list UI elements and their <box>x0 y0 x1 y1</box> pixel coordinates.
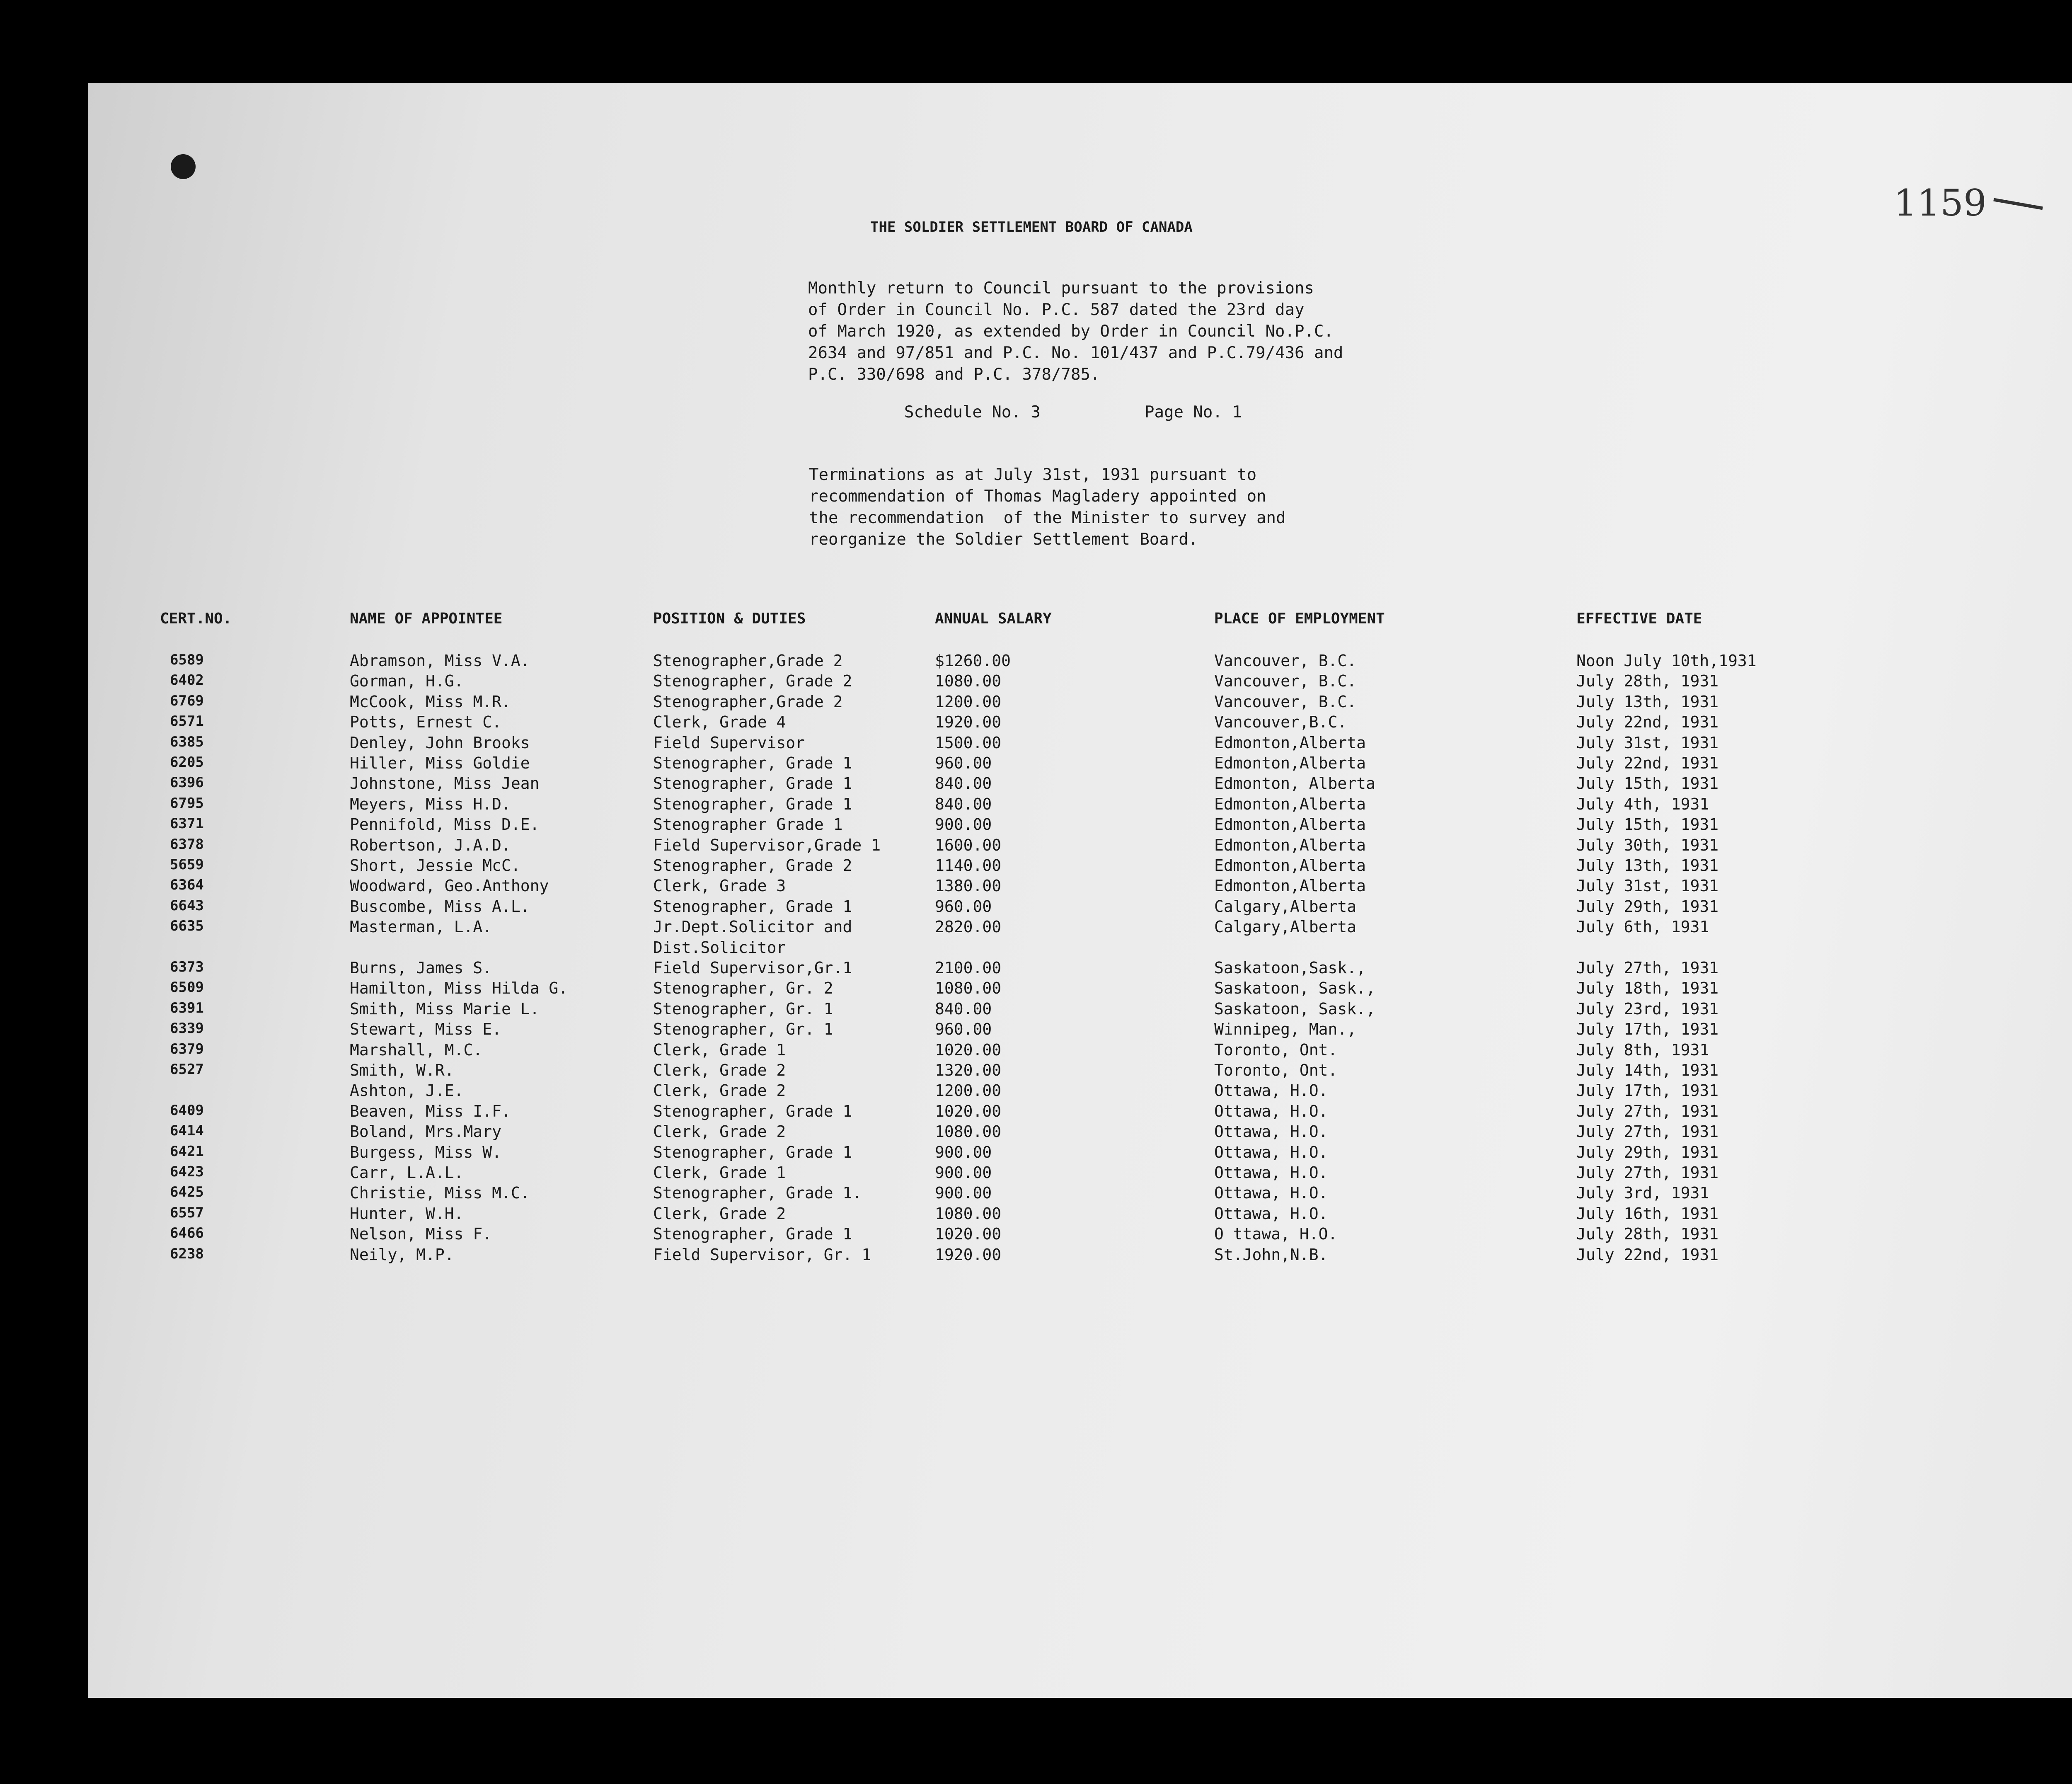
cell-cert: 6396 <box>170 774 204 791</box>
cell-place: St.John,N.B. <box>1214 1245 1328 1264</box>
cell-cert: 6238 <box>170 1245 204 1262</box>
cell-salary: 1020.00 <box>935 1225 1002 1243</box>
cell-date: July 13th, 1931 <box>1576 692 1719 711</box>
cell-date: July 31st, 1931 <box>1576 733 1719 752</box>
header-place: PLACE OF EMPLOYMENT <box>1214 610 1385 627</box>
cell-date: July 23rd, 1931 <box>1576 999 1719 1018</box>
cell-salary: 960.00 <box>935 1020 992 1039</box>
cell-date: July 30th, 1931 <box>1576 836 1719 854</box>
cell-name: Buscombe, Miss A.L. <box>350 897 530 916</box>
cell-cert: 6466 <box>170 1225 204 1242</box>
cell-name: Stewart, Miss E. <box>350 1020 502 1039</box>
cell-position: Stenographer, Gr. 2 <box>653 979 833 998</box>
cell-place: Calgary,Alberta <box>1214 897 1357 916</box>
cell-cert: 6402 <box>170 672 204 689</box>
cell-name: Christie, Miss M.C. <box>350 1184 530 1202</box>
cell-salary: 1500.00 <box>935 733 1002 752</box>
termination-line: reorganize the Soldier Settlement Board. <box>809 530 1198 549</box>
cell-name: Robertson, J.A.D. <box>350 836 511 854</box>
cell-name: McCook, Miss M.R. <box>350 692 511 711</box>
cell-salary: 1080.00 <box>935 1122 1002 1141</box>
cell-place: Edmonton,Alberta <box>1214 815 1366 834</box>
intro-line: 2634 and 97/851 and P.C. No. 101/437 and P.C.79/436 and <box>808 344 1343 362</box>
cell-position: Stenographer, Grade 2 <box>653 672 852 691</box>
cell-date: July 29th, 1931 <box>1576 1143 1719 1161</box>
cell-cert: 6414 <box>170 1122 204 1139</box>
cell-salary: 1020.00 <box>935 1040 1002 1059</box>
cell-cert: 6385 <box>170 733 204 750</box>
cell-salary: 840.00 <box>935 999 992 1018</box>
cell-name: Gorman, H.G. <box>350 672 464 691</box>
cell-cert: 6364 <box>170 877 204 894</box>
cell-place: Edmonton, Alberta <box>1214 774 1375 793</box>
cell-salary: 900.00 <box>935 815 992 834</box>
cell-salary: 1920.00 <box>935 713 1002 732</box>
cell-position: Field Supervisor <box>653 733 805 752</box>
cell-date: July 27th, 1931 <box>1576 1163 1719 1182</box>
header-position: POSITION & DUTIES <box>653 610 806 627</box>
cell-place: Toronto, Ont. <box>1214 1040 1338 1059</box>
cell-position: Clerk, Grade 2 <box>653 1204 786 1223</box>
cell-date: July 17th, 1931 <box>1576 1020 1719 1039</box>
cell-date: July 27th, 1931 <box>1576 1102 1719 1120</box>
cell-name: Abramson, Miss V.A. <box>350 652 530 670</box>
cell-date: July 15th, 1931 <box>1576 815 1719 834</box>
cell-cert: 6339 <box>170 1020 204 1037</box>
header-name: NAME OF APPOINTEE <box>350 610 503 627</box>
cell-place: Vancouver, B.C. <box>1214 692 1357 711</box>
cell-place: Saskatoon, Sask., <box>1214 979 1375 998</box>
page-number: Page No. 1 <box>1145 403 1242 422</box>
cell-cert: 6373 <box>170 959 204 975</box>
cell-name: Burgess, Miss W. <box>350 1143 502 1161</box>
cell-cert: 6527 <box>170 1061 204 1078</box>
cell-position: Field Supervisor,Gr.1 <box>653 959 852 977</box>
cell-position: Dist.Solicitor <box>653 938 786 957</box>
intro-line: Monthly return to Council pursuant to the provisions <box>808 279 1314 298</box>
cell-place: Ottawa, H.O. <box>1214 1122 1328 1141</box>
punch-hole-mark <box>171 154 196 179</box>
cell-name: Woodward, Geo.Anthony <box>350 877 549 895</box>
cell-cert: 6635 <box>170 918 204 935</box>
cell-salary: 900.00 <box>935 1163 992 1182</box>
cell-place: Vancouver,B.C. <box>1214 713 1347 732</box>
cell-name: Hiller, Miss Goldie <box>350 754 530 772</box>
intro-line: of Order in Council No. P.C. 587 dated the 23rd day <box>808 301 1305 319</box>
cell-salary: 1080.00 <box>935 1204 1002 1223</box>
cell-place: Saskatoon,Sask., <box>1214 959 1366 977</box>
cell-salary: 1020.00 <box>935 1102 1002 1120</box>
cell-place: Winnipeg, Man., <box>1214 1020 1357 1039</box>
folio-number: 1159 <box>1894 182 1987 224</box>
cell-position: Stenographer,Grade 2 <box>653 652 843 670</box>
cell-date: Noon July 10th,1931 <box>1576 652 1757 670</box>
cell-cert: 6509 <box>170 979 204 996</box>
cell-date: July 31st, 1931 <box>1576 877 1719 895</box>
cell-place: Toronto, Ont. <box>1214 1061 1338 1079</box>
cell-cert: 6371 <box>170 815 204 832</box>
cell-place: Edmonton,Alberta <box>1214 856 1366 875</box>
cell-date: July 14th, 1931 <box>1576 1061 1719 1079</box>
cell-salary: 1920.00 <box>935 1245 1002 1264</box>
cell-date: July 27th, 1931 <box>1576 1122 1719 1141</box>
cell-name: Smith, W.R. <box>350 1061 454 1079</box>
cell-date: July 22nd, 1931 <box>1576 713 1719 732</box>
cell-salary: 1080.00 <box>935 672 1002 691</box>
cell-salary: 1080.00 <box>935 979 1002 998</box>
cell-name: Nelson, Miss F. <box>350 1225 492 1243</box>
cell-position: Stenographer, Grade 1 <box>653 1102 852 1120</box>
cell-place: Saskatoon, Sask., <box>1214 999 1375 1018</box>
cell-place: Calgary,Alberta <box>1214 918 1357 936</box>
cell-cert: 6589 <box>170 652 204 668</box>
cell-cert: 6643 <box>170 897 204 914</box>
cell-name: Hamilton, Miss Hilda G. <box>350 979 568 998</box>
cell-position: Clerk, Grade 1 <box>653 1163 786 1182</box>
cell-place: Vancouver, B.C. <box>1214 672 1357 691</box>
cell-date: July 6th, 1931 <box>1576 918 1709 936</box>
cell-position: Stenographer, Grade 2 <box>653 856 852 875</box>
cell-salary: 960.00 <box>935 754 992 772</box>
cell-salary: 1380.00 <box>935 877 1002 895</box>
cell-date: July 18th, 1931 <box>1576 979 1719 998</box>
cell-name: Neily, M.P. <box>350 1245 454 1264</box>
cell-position: Stenographer, Grade 1 <box>653 1225 852 1243</box>
header-salary: ANNUAL SALARY <box>935 610 1052 627</box>
cell-place: Edmonton,Alberta <box>1214 877 1366 895</box>
cell-position: Stenographer,Grade 2 <box>653 692 843 711</box>
termination-line: Terminations as at July 31st, 1931 pursuant to <box>809 465 1257 484</box>
termination-paragraph <box>809 464 1286 550</box>
cell-name: Hunter, W.H. <box>350 1204 464 1223</box>
cell-position: Clerk, Grade 2 <box>653 1061 786 1079</box>
cell-position: Clerk, Grade 4 <box>653 713 786 732</box>
cell-salary: 960.00 <box>935 897 992 916</box>
cell-date: July 3rd, 1931 <box>1576 1184 1709 1202</box>
cell-salary: 1320.00 <box>935 1061 1002 1079</box>
cell-salary: 840.00 <box>935 774 992 793</box>
cell-salary: 1200.00 <box>935 692 1002 711</box>
cell-name: Short, Jessie McC. <box>350 856 520 875</box>
cell-position: Stenographer, Grade 1 <box>653 1143 852 1161</box>
cell-position: Jr.Dept.Solicitor and <box>653 918 852 936</box>
cell-salary: 840.00 <box>935 795 992 813</box>
cell-salary: $1260.00 <box>935 652 1011 670</box>
cell-position: Stenographer, Grade 1 <box>653 774 852 793</box>
termination-line: recommendation of Thomas Magladery appointed on <box>809 487 1266 506</box>
cell-name: Ashton, J.E. <box>350 1081 464 1100</box>
cell-position: Stenographer, Grade 1 <box>653 754 852 772</box>
cell-place: Ottawa, H.O. <box>1214 1081 1328 1100</box>
cell-salary: 900.00 <box>935 1143 992 1161</box>
cell-name: Burns, James S. <box>350 959 492 977</box>
cell-place: Ottawa, H.O. <box>1214 1204 1328 1223</box>
termination-line: the recommendation of the Minister to survey and <box>809 509 1286 527</box>
intro-paragraph <box>808 278 1343 385</box>
cell-name: Smith, Miss Marie L. <box>350 999 540 1018</box>
cell-cert: 6425 <box>170 1184 204 1201</box>
cell-cert: 6795 <box>170 795 204 812</box>
cell-cert: 6423 <box>170 1163 204 1180</box>
cell-date: July 4th, 1931 <box>1576 795 1709 813</box>
cell-name: Carr, L.A.L. <box>350 1163 464 1182</box>
intro-line: of March 1920, as extended by Order in Council No.P.C. <box>808 322 1334 341</box>
cell-place: Vancouver, B.C. <box>1214 652 1357 670</box>
cell-cert: 6379 <box>170 1040 204 1057</box>
cell-place: Edmonton,Alberta <box>1214 795 1366 813</box>
cell-date: July 8th, 1931 <box>1576 1040 1709 1059</box>
cell-position: Stenographer, Gr. 1 <box>653 1020 833 1039</box>
cell-position: Clerk, Grade 2 <box>653 1081 786 1100</box>
organization-title: THE SOLDIER SETTLEMENT BOARD OF CANADA <box>870 219 1193 235</box>
cell-salary: 2100.00 <box>935 959 1002 977</box>
cell-cert: 6421 <box>170 1143 204 1160</box>
schedule-number: Schedule No. 3 <box>904 403 1041 422</box>
cell-cert: 6205 <box>170 754 204 771</box>
cell-salary: 1200.00 <box>935 1081 1002 1100</box>
cell-cert: 6409 <box>170 1102 204 1119</box>
cell-salary: 900.00 <box>935 1184 992 1202</box>
header-cert-no: CERT.NO. <box>160 610 232 627</box>
cell-position: Stenographer, Grade 1. <box>653 1184 862 1202</box>
cell-salary: 1140.00 <box>935 856 1002 875</box>
intro-line: P.C. 330/698 and P.C. 378/785. <box>808 365 1100 384</box>
cell-position: Clerk, Grade 1 <box>653 1040 786 1059</box>
cell-cert: 6378 <box>170 836 204 853</box>
cell-salary: 1600.00 <box>935 836 1002 854</box>
cell-name: Masterman, L.A. <box>350 918 492 936</box>
cell-salary: 2820.00 <box>935 918 1002 936</box>
cell-cert: 5659 <box>170 856 204 873</box>
cell-position: Stenographer, Grade 1 <box>653 897 852 916</box>
cell-date: July 13th, 1931 <box>1576 856 1719 875</box>
cell-place: Ottawa, H.O. <box>1214 1102 1328 1120</box>
cell-place: Ottawa, H.O. <box>1214 1184 1328 1202</box>
cell-date: July 29th, 1931 <box>1576 897 1719 916</box>
cell-name: Boland, Mrs.Mary <box>350 1122 502 1141</box>
cell-place: Edmonton,Alberta <box>1214 836 1366 854</box>
cell-name: Potts, Ernest C. <box>350 713 502 732</box>
cell-position: Stenographer, Grade 1 <box>653 795 852 813</box>
cell-cert: 6769 <box>170 692 204 709</box>
cell-name: Marshall, M.C. <box>350 1040 483 1059</box>
cell-cert: 6557 <box>170 1204 204 1221</box>
cell-name: Johnstone, Miss Jean <box>350 774 540 793</box>
cell-date: July 28th, 1931 <box>1576 1225 1719 1243</box>
cell-place: Ottawa, H.O. <box>1214 1163 1328 1182</box>
cell-position: Stenographer Grade 1 <box>653 815 843 834</box>
cell-date: July 16th, 1931 <box>1576 1204 1719 1223</box>
cell-date: July 22nd, 1931 <box>1576 1245 1719 1264</box>
cell-position: Clerk, Grade 2 <box>653 1122 786 1141</box>
cell-date: July 22nd, 1931 <box>1576 754 1719 772</box>
cell-place: Edmonton,Alberta <box>1214 754 1366 772</box>
cell-position: Clerk, Grade 3 <box>653 877 786 895</box>
cell-date: July 27th, 1931 <box>1576 959 1719 977</box>
cell-place: Edmonton,Alberta <box>1214 733 1366 752</box>
cell-cert: 6391 <box>170 999 204 1016</box>
cell-date: July 17th, 1931 <box>1576 1081 1719 1100</box>
cell-cert: 6571 <box>170 713 204 730</box>
cell-position: Field Supervisor, Gr. 1 <box>653 1245 871 1264</box>
cell-name: Pennifold, Miss D.E. <box>350 815 540 834</box>
cell-position: Stenographer, Gr. 1 <box>653 999 833 1018</box>
cell-name: Meyers, Miss H.D. <box>350 795 511 813</box>
cell-position: Field Supervisor,Grade 1 <box>653 836 881 854</box>
cell-place: O ttawa, H.O. <box>1214 1225 1338 1243</box>
cell-place: Ottawa, H.O. <box>1214 1143 1328 1161</box>
cell-name: Beaven, Miss I.F. <box>350 1102 511 1120</box>
cell-date: July 28th, 1931 <box>1576 672 1719 691</box>
cell-date: July 15th, 1931 <box>1576 774 1719 793</box>
cell-name: Denley, John Brooks <box>350 733 530 752</box>
header-date: EFFECTIVE DATE <box>1576 610 1702 627</box>
